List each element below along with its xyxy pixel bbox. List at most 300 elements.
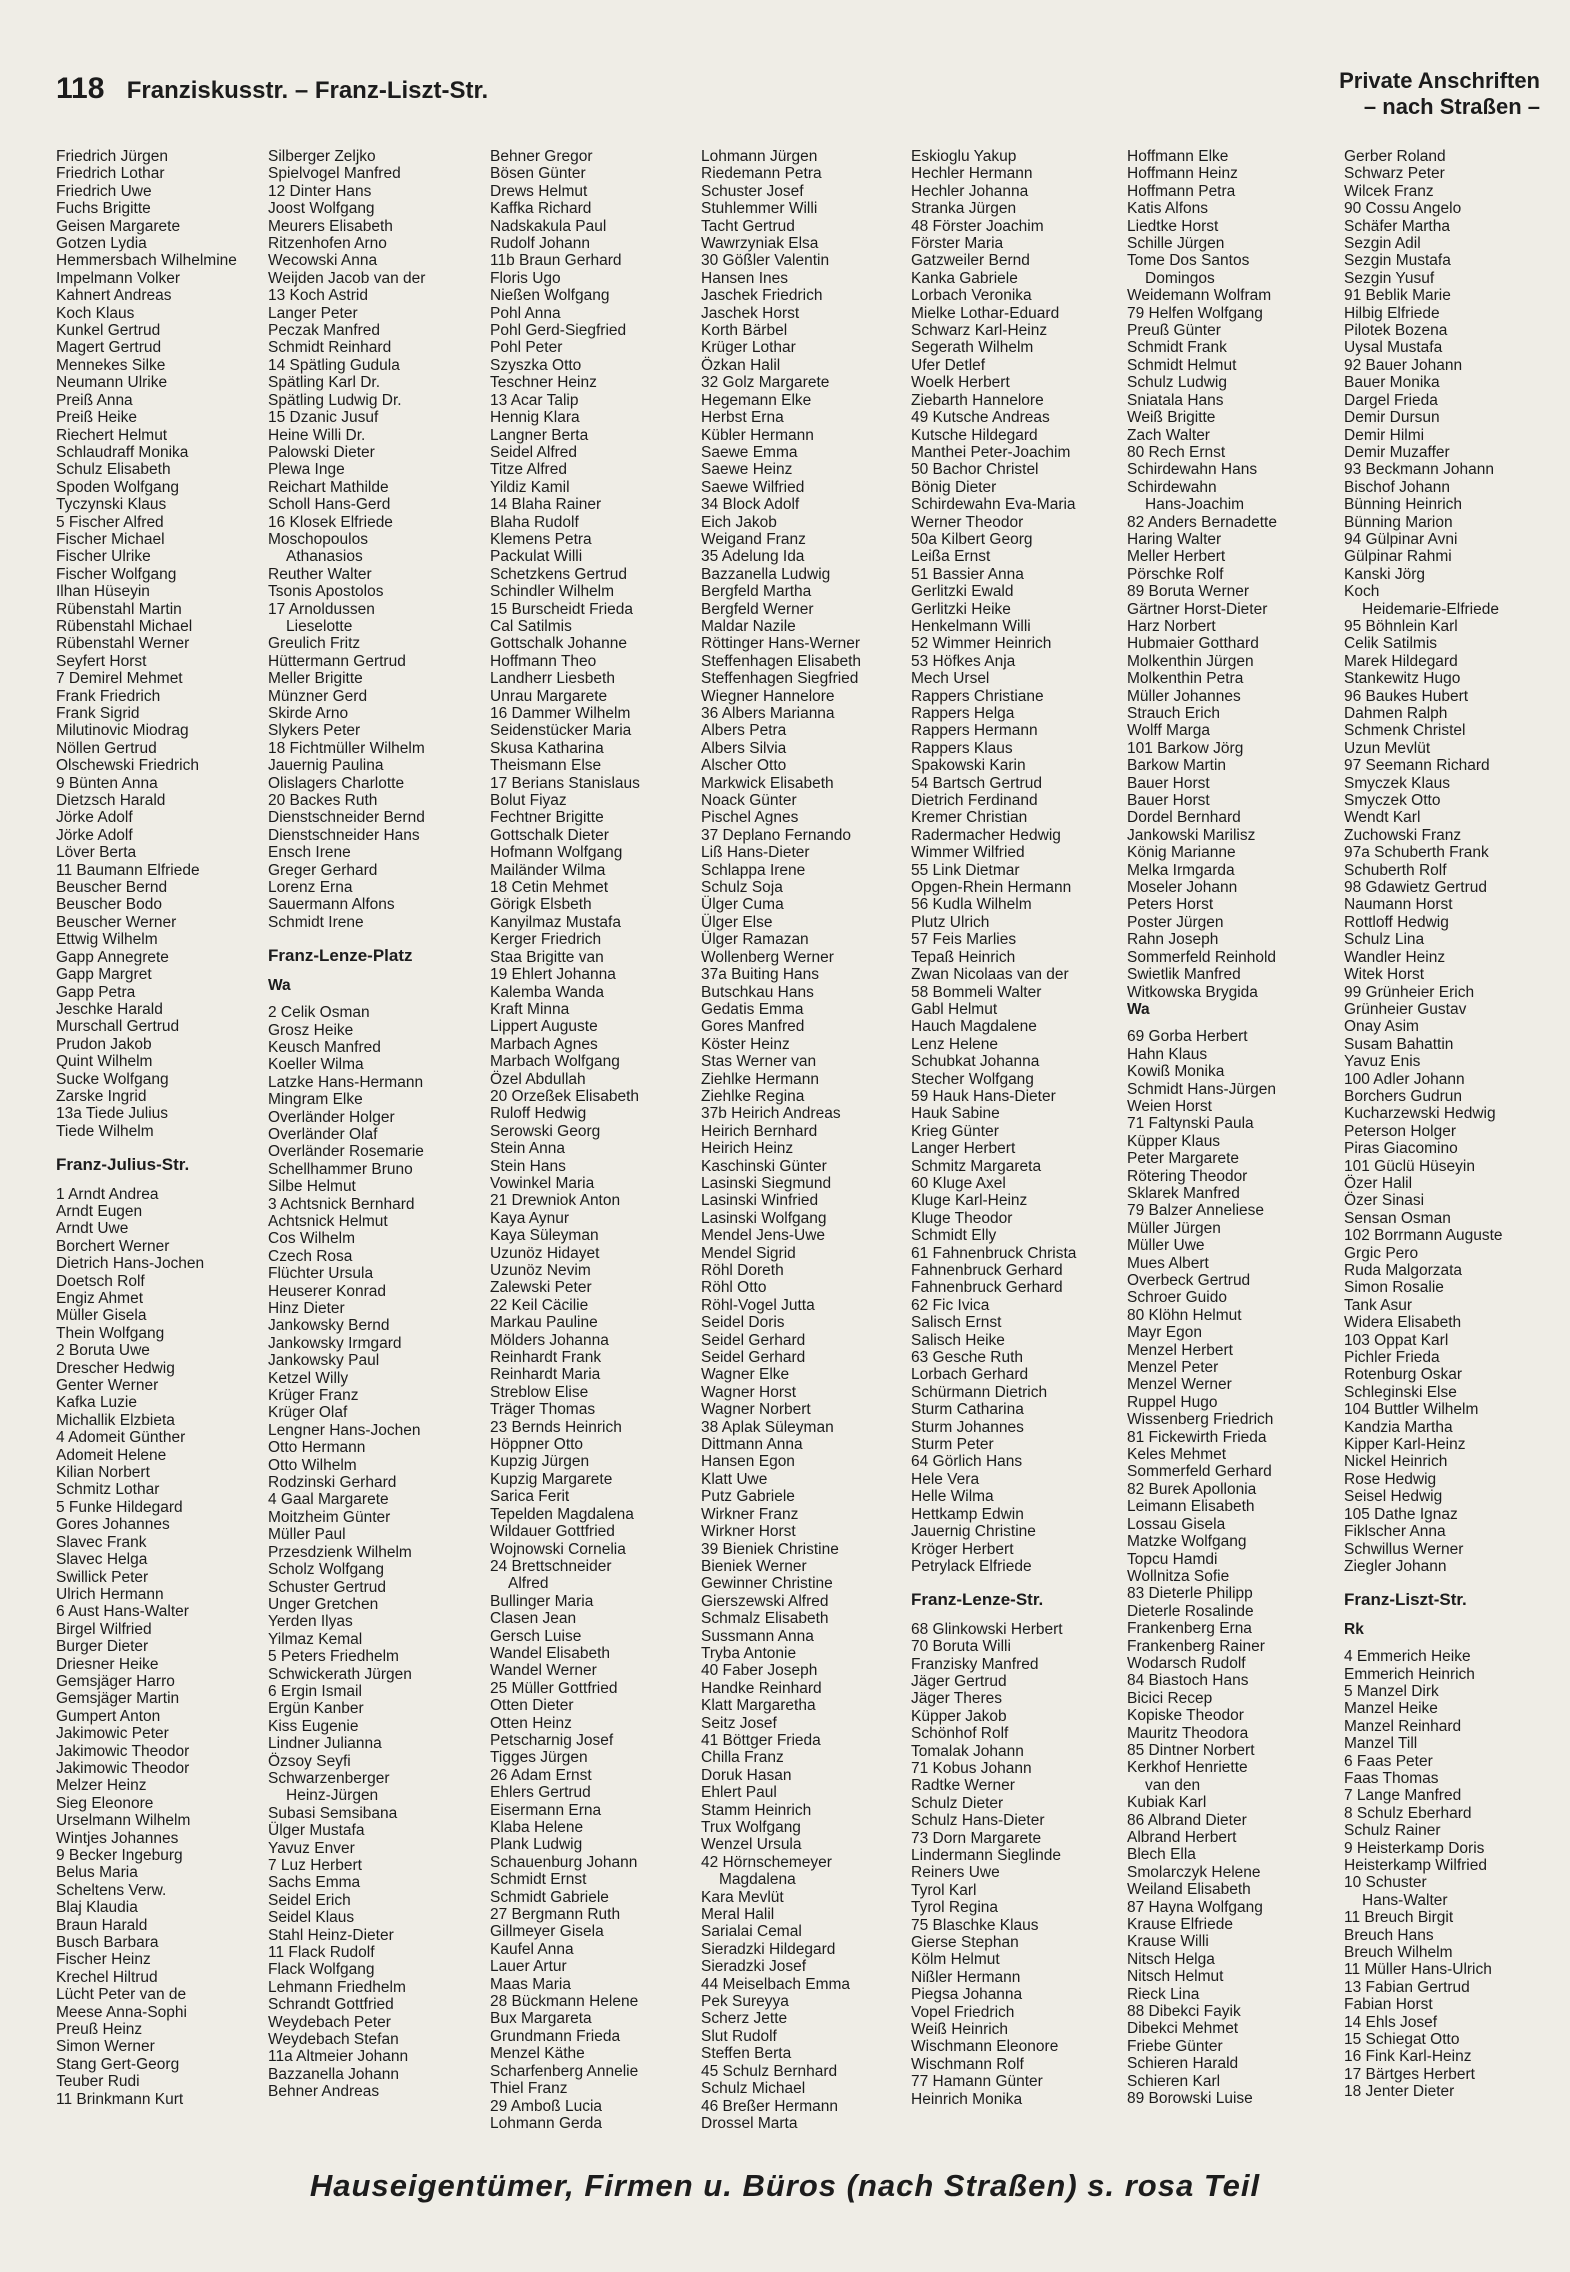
- resident-entry: 6 Faas Peter: [1344, 1752, 1433, 1770]
- resident-entry: 80 Klöhn Helmut: [1127, 1306, 1242, 1324]
- resident-entry: Beuscher Bernd: [56, 879, 168, 897]
- resident-entry: Overländer Holger: [268, 1108, 395, 1126]
- resident-entry: 30 Gößler Valentin: [701, 252, 830, 270]
- resident-entry: Ensch Irene: [268, 844, 351, 862]
- resident-entry: Hahn Klaus: [1127, 1045, 1208, 1063]
- resident-entry: Pilotek Bozena: [1344, 322, 1448, 340]
- resident-entry: Reinhardt Maria: [490, 1366, 601, 1384]
- resident-entry: 44 Meiselbach Emma: [701, 1975, 851, 1993]
- resident-entry: Molkenthin Jürgen: [1127, 652, 1254, 670]
- resident-entry: Maldar Nazile: [701, 617, 796, 635]
- resident-entry: Langer Peter: [268, 304, 358, 322]
- resident-entry: Peter Margarete: [1127, 1150, 1239, 1168]
- resident-entry: Dienstschneider Bernd: [268, 809, 425, 827]
- directory-column: [1344, 148, 1556, 2101]
- resident-entry: Moitzheim Günter: [268, 1508, 391, 1526]
- resident-entry: Schindler Wilhelm: [490, 583, 615, 601]
- resident-entry: Bergfeld Martha: [701, 583, 812, 601]
- resident-entry: 11 Flack Rudolf: [268, 1944, 375, 1962]
- resident-entry: Klatt Uwe: [701, 1470, 768, 1488]
- resident-entry: Wenzel Ursula: [701, 1836, 802, 1854]
- resident-entry: Langer Herbert: [911, 1140, 1016, 1158]
- resident-entry: Schieren Karl: [1127, 2072, 1221, 2090]
- resident-entry: Sklarek Manfred: [1127, 1184, 1240, 1202]
- resident-entry: Ilhan Hüseyin: [56, 583, 150, 601]
- resident-entry: Saewe Wilfried: [701, 478, 805, 496]
- resident-entry: Smyczek Klaus: [1344, 774, 1450, 792]
- resident-entry: Piras Giacomino: [1344, 1140, 1458, 1158]
- resident-entry: Greulich Fritz: [268, 635, 361, 653]
- resident-entry: Rübenstahl Michael: [56, 617, 193, 635]
- resident-entry: Wintjes Johannes: [56, 1829, 179, 1847]
- resident-entry: Reiners Uwe: [911, 1864, 1000, 1882]
- resident-entry: 10 Schuster: [1344, 1874, 1427, 1892]
- resident-entry: Segerath Wilhelm: [911, 339, 1034, 357]
- resident-entry: Dordel Bernhard: [1127, 809, 1241, 827]
- resident-entry: 5 Manzel Dirk: [1344, 1682, 1439, 1700]
- resident-entry: Küpper Klaus: [1127, 1132, 1221, 1150]
- resident-entry: Bazzanella Johann: [268, 2065, 399, 2083]
- resident-entry: Jakimowic Theodor: [56, 1742, 190, 1760]
- resident-entry: Nadskakula Paul: [490, 217, 607, 235]
- resident-entry: Schwarzenberger: [268, 1769, 390, 1787]
- resident-entry: 4 Adomeit Günther: [56, 1429, 186, 1447]
- resident-entry: Jankowsky Paul: [268, 1352, 380, 1370]
- resident-entry: 15 Dzanic Jusuf: [268, 409, 379, 427]
- section-title-line1: Private Anschriften: [1339, 68, 1540, 93]
- resident-entry: Olislagers Charlotte: [268, 774, 405, 792]
- resident-entry: Gierse Stephan: [911, 1934, 1019, 1952]
- resident-entry: Faas Thomas: [1344, 1769, 1439, 1787]
- resident-entry: Markwick Elisabeth: [701, 774, 834, 792]
- resident-entry: Hechler Hermann: [911, 165, 1033, 183]
- resident-entry: 5 Fischer Alfred: [56, 513, 164, 531]
- resident-entry: Genter Werner: [56, 1377, 159, 1395]
- resident-entry: 40 Faber Joseph: [701, 1662, 818, 1680]
- resident-entry: Palowski Dieter: [268, 443, 375, 461]
- resident-entry: Piegsa Johanna: [911, 1986, 1023, 2004]
- resident-entry: Koch: [1344, 583, 1380, 601]
- resident-entry: Tyczynski Klaus: [56, 496, 167, 514]
- resident-entry: 82 Anders Bernadette: [1127, 513, 1277, 531]
- resident-entry: Impelmann Volker: [56, 269, 181, 287]
- resident-entry: Gillmeyer Gisela: [490, 1923, 604, 1941]
- resident-entry: Mauritz Theodora: [1127, 1724, 1249, 1742]
- resident-entry: Bauer Horst: [1127, 774, 1210, 792]
- resident-entry: 11 Breuch Birgit: [1344, 1909, 1454, 1927]
- resident-entry: 101 Barkow Jörg: [1127, 739, 1244, 757]
- resident-entry: Ruppel Hugo: [1127, 1393, 1218, 1411]
- resident-entry: Drossel Marta: [701, 2114, 798, 2132]
- resident-entry: Wagner Horst: [701, 1383, 797, 1401]
- resident-entry: 14 Blaha Rainer: [490, 496, 602, 514]
- resident-entry: Moseler Johann: [1127, 879, 1238, 897]
- resident-entry: Beuscher Werner: [56, 913, 177, 931]
- resident-entry: Doetsch Rolf: [56, 1272, 145, 1290]
- resident-entry: 97 Seemann Richard: [1344, 757, 1490, 775]
- resident-entry: Serowski Georg: [490, 1122, 601, 1140]
- resident-entry: Vopel Friedrich: [911, 2003, 1015, 2021]
- resident-entry: Hoffmann Heinz: [1127, 165, 1238, 183]
- resident-entry: Putz Gabriele: [701, 1488, 795, 1506]
- resident-entry: Schuster Gertrud: [268, 1578, 387, 1596]
- resident-entry: Gotzen Lydia: [56, 235, 147, 253]
- resident-entry: Seidel Alfred: [490, 443, 578, 461]
- resident-entry: Dietzsch Harald: [56, 792, 166, 810]
- resident-entry: Magert Gertrud: [56, 339, 162, 357]
- resident-entry: Frank Sigrid: [56, 705, 140, 722]
- resident-entry: Weien Horst: [1127, 1097, 1212, 1115]
- resident-entry: Yilmaz Kemal: [268, 1630, 363, 1648]
- resident-entry: 83 Dieterle Philipp: [1127, 1585, 1253, 1603]
- resident-entry: Uzunöz Hidayet: [490, 1244, 600, 1262]
- resident-entry: Szyszka Otto: [490, 356, 582, 374]
- resident-entry: Breuch Hans: [1344, 1926, 1434, 1944]
- resident-entry: Unger Gretchen: [268, 1595, 379, 1613]
- street-heading: Franz-Julius-Str.: [56, 1155, 190, 1175]
- resident-entry: Braun Harald: [56, 1916, 148, 1934]
- resident-entry: 63 Gesche Ruth: [911, 1349, 1024, 1367]
- resident-entry: Blech Ella: [1127, 1846, 1196, 1864]
- resident-entry: Markau Pauline: [490, 1314, 598, 1332]
- resident-entry: Grundmann Frieda: [490, 2027, 621, 2045]
- resident-entry: Albers Silvia: [701, 739, 787, 757]
- resident-entry: 4 Gaal Margarete: [268, 1491, 389, 1509]
- resident-entry: Herbst Erna: [701, 409, 784, 427]
- resident-entry: Schauenburg Johann: [490, 1853, 638, 1871]
- resident-entry: Landherr Liesbeth: [490, 670, 615, 688]
- resident-entry: 14 Ehls Josef: [1344, 2013, 1438, 2031]
- resident-entry: Mölders Johanna: [490, 1331, 609, 1349]
- resident-entry: Kanka Gabriele: [911, 269, 1018, 287]
- resident-entry: Schmidt Hans-Jürgen: [1127, 1080, 1277, 1098]
- resident-entry: 95 Böhnlein Karl: [1344, 617, 1458, 635]
- resident-entry: Jauernig Paulina: [268, 757, 384, 775]
- resident-entry: Jakimowic Theodor: [56, 1759, 190, 1777]
- resident-entry: König Marianne: [1127, 844, 1236, 862]
- resident-entry: Heisterkamp Wilfried: [1344, 1857, 1487, 1874]
- resident-entry: Riechert Helmut: [56, 426, 168, 444]
- resident-entry: Hoffmann Elke: [1127, 148, 1229, 165]
- resident-entry: Seidel Gerhard: [701, 1349, 806, 1367]
- resident-entry: Wodarsch Rudolf: [1127, 1654, 1246, 1672]
- resident-entry: Hoffmann Petra: [1127, 182, 1236, 200]
- resident-entry: Rahn Joseph: [1127, 931, 1219, 949]
- resident-entry: Schetzkens Gertrud: [490, 565, 627, 583]
- resident-entry: Mendel Jens-Uwe: [701, 1227, 826, 1245]
- resident-entry: Sommerfeld Reinhold: [1127, 948, 1277, 966]
- resident-entry: Schulz Ludwig: [1127, 374, 1227, 392]
- resident-entry: Tacht Gertrud: [701, 217, 795, 235]
- directory-column: [56, 148, 268, 2108]
- resident-entry: 17 Berians Stanislaus: [490, 774, 640, 792]
- resident-entry: Langner Berta: [490, 426, 589, 444]
- resident-entry: Röttinger Hans-Werner: [701, 635, 861, 653]
- resident-entry: Henkelmann Willi: [911, 617, 1031, 635]
- resident-entry: Wilcek Franz: [1344, 182, 1434, 200]
- resident-entry: Klaba Helene: [490, 1819, 584, 1836]
- resident-entry: 32 Golz Margarete: [701, 374, 830, 392]
- entry-continuation: Hans-Joachim: [1145, 496, 1245, 514]
- resident-entry: 21 Drewniok Anton: [490, 1192, 621, 1210]
- resident-entry: Rieck Lina: [1127, 1985, 1200, 2003]
- resident-entry: Strauch Erich: [1127, 705, 1221, 722]
- resident-entry: Wirkner Horst: [701, 1523, 796, 1541]
- resident-entry: Schmidt Ernst: [490, 1871, 587, 1889]
- resident-entry: Maas Maria: [490, 1975, 571, 1993]
- resident-entry: Liß Hans-Dieter: [701, 844, 810, 862]
- resident-entry: Bünning Marion: [1344, 513, 1453, 531]
- resident-entry: Rappers Klaus: [911, 739, 1013, 757]
- resident-entry: Chilla Franz: [701, 1749, 784, 1767]
- resident-entry: Dahmen Ralph: [1344, 705, 1448, 722]
- resident-entry: Teuber Rudi: [56, 2073, 140, 2091]
- resident-entry: 8 Schulz Eberhard: [1344, 1804, 1472, 1822]
- resident-entry: Friebe Günter: [1127, 2037, 1223, 2055]
- resident-entry: Drews Helmut: [490, 182, 588, 200]
- resident-entry: 37a Buiting Hans: [701, 966, 820, 984]
- resident-entry: Reinhardt Frank: [490, 1349, 602, 1367]
- resident-entry: 25 Müller Gottfried: [490, 1679, 618, 1697]
- resident-entry: 56 Kudla Wilhelm: [911, 896, 1032, 914]
- resident-entry: 29 Amboß Lucia: [490, 2097, 603, 2115]
- resident-entry: 48 Förster Joachim: [911, 217, 1044, 235]
- resident-entry: Neumann Ulrike: [56, 374, 168, 392]
- resident-entry: Kalemba Wanda: [490, 983, 605, 1001]
- resident-entry: Fischer Heinz: [56, 1951, 151, 1969]
- resident-entry: Wandler Heinz: [1344, 948, 1446, 966]
- resident-entry: 55 Link Dietmar: [911, 861, 1020, 879]
- resident-entry: Mennekes Silke: [56, 356, 166, 374]
- resident-entry: Przesdzienk Wilhelm: [268, 1543, 412, 1561]
- resident-entry: 34 Block Adolf: [701, 496, 800, 514]
- resident-entry: 35 Adelung Ida: [701, 548, 805, 566]
- resident-entry: 71 Kobus Johann: [911, 1759, 1032, 1777]
- resident-entry: Weijden Jacob van der: [268, 269, 426, 287]
- directory-column: [911, 148, 1123, 2108]
- resident-entry: Kaya Süleyman: [490, 1227, 599, 1245]
- street-heading: Franz-Lenze-Str.: [911, 1590, 1044, 1610]
- resident-entry: Rappers Helga: [911, 705, 1015, 722]
- resident-entry: Kara Mevlüt: [701, 1888, 784, 1906]
- resident-entry: Swillick Peter: [56, 1568, 149, 1586]
- resident-entry: 24 Brettschneider: [490, 1557, 612, 1575]
- resident-entry: Tome Dos Santos: [1127, 252, 1250, 270]
- resident-entry: Gerber Roland: [1344, 148, 1446, 165]
- resident-entry: 77 Hamann Günter: [911, 2073, 1043, 2091]
- resident-entry: Krieg Günter: [911, 1122, 999, 1140]
- resident-entry: 37 Deplano Fernando: [701, 826, 851, 844]
- resident-entry: Uzunöz Nevim: [490, 1262, 591, 1279]
- resident-entry: Drescher Hedwig: [56, 1359, 175, 1377]
- resident-entry: Ziebarth Hannelore: [911, 391, 1044, 409]
- resident-entry: Tigges Jürgen: [490, 1749, 588, 1767]
- resident-entry: Kaya Aynur: [490, 1209, 569, 1227]
- resident-entry: Sturm Catharina: [911, 1401, 1024, 1419]
- resident-entry: Butschkau Hans: [701, 983, 814, 1001]
- resident-entry: Poster Jürgen: [1127, 913, 1224, 931]
- resident-entry: Kröger Herbert: [911, 1540, 1014, 1558]
- resident-entry: Wollnitza Sofie: [1127, 1567, 1230, 1585]
- resident-entry: Rübenstahl Werner: [56, 635, 190, 653]
- resident-entry: 79 Helfen Wolfgang: [1127, 304, 1263, 322]
- resident-entry: 28 Bückmann Helene: [490, 1993, 639, 2011]
- resident-entry: Scharfenberg Annelie: [490, 2062, 639, 2080]
- resident-entry: Topcu Hamdi: [1127, 1550, 1218, 1568]
- resident-entry: Mendel Sigrid: [701, 1244, 796, 1262]
- resident-entry: Molkenthin Petra: [1127, 670, 1244, 688]
- resident-entry: 38 Aplak Süleyman: [701, 1418, 834, 1436]
- resident-entry: Nißler Hermann: [911, 1968, 1021, 1986]
- resident-entry: Preiß Heike: [56, 409, 137, 427]
- resident-entry: Fabian Horst: [1344, 1996, 1433, 2014]
- resident-entry: Salisch Ernst: [911, 1314, 1002, 1332]
- resident-entry: 85 Dintner Norbert: [1127, 1741, 1255, 1759]
- resident-entry: Keusch Manfred: [268, 1038, 381, 1056]
- resident-entry: Kupzig Jürgen: [490, 1453, 590, 1471]
- resident-entry: Witek Horst: [1344, 966, 1425, 984]
- resident-entry: Schürmann Dietrich: [911, 1383, 1048, 1401]
- resident-entry: Nickel Heinrich: [1344, 1453, 1448, 1471]
- resident-entry: 93 Beckmann Johann: [1344, 461, 1494, 479]
- resident-entry: Krechel Hiltrud: [56, 1968, 158, 1986]
- resident-entry: Yildiz Kamil: [490, 478, 570, 496]
- resident-entry: Hilbig Elfriede: [1344, 304, 1440, 322]
- resident-entry: Melka Irmgarda: [1127, 861, 1235, 879]
- resident-entry: Bauer Horst: [1127, 792, 1210, 810]
- resident-entry: 94 Gülpinar Avni: [1344, 530, 1458, 548]
- resident-entry: Bösen Günter: [490, 165, 586, 183]
- resident-entry: Susam Bahattin: [1344, 1035, 1454, 1053]
- resident-entry: Wolff Marga: [1127, 722, 1210, 740]
- resident-entry: Leißa Ernst: [911, 548, 991, 566]
- resident-entry: Stankewitz Hugo: [1344, 670, 1461, 688]
- resident-entry: Krüger Franz: [268, 1387, 359, 1405]
- resident-entry: Michallik Elzbieta: [56, 1411, 175, 1429]
- resident-entry: Kandzia Martha: [1344, 1418, 1453, 1436]
- entry-continuation: Domingos: [1145, 269, 1215, 287]
- resident-entry: Plank Ludwig: [490, 1836, 583, 1854]
- resident-entry: Ulrich Hermann: [56, 1585, 164, 1603]
- resident-entry: Stang Gert-Georg: [56, 2055, 180, 2073]
- resident-entry: Wandel Werner: [490, 1662, 597, 1680]
- resident-entry: Geisen Margarete: [56, 217, 181, 235]
- resident-entry: 13 Acar Talip: [490, 391, 579, 409]
- resident-entry: Tyrol Regina: [911, 1899, 999, 1917]
- resident-entry: Jäger Gertrud: [911, 1672, 1007, 1690]
- resident-entry: Münzner Gerd: [268, 687, 368, 705]
- resident-entry: Förster Maria: [911, 235, 1004, 253]
- resident-entry: Spielvogel Manfred: [268, 165, 401, 183]
- resident-entry: Smolarczyk Helene: [1127, 1863, 1261, 1881]
- resident-entry: Ülger Else: [701, 913, 773, 931]
- resident-entry: Katis Alfons: [1127, 200, 1208, 218]
- resident-entry: 73 Dorn Margarete: [911, 1829, 1042, 1847]
- resident-entry: Kipper Karl-Heinz: [1344, 1436, 1466, 1454]
- resident-entry: Sieradzki Josef: [701, 1958, 807, 1976]
- resident-entry: Hofmann Wolfgang: [490, 844, 623, 862]
- resident-entry: Preuß Günter: [1127, 322, 1221, 340]
- resident-entry: Özer Sinasi: [1344, 1192, 1425, 1210]
- resident-entry: Wendt Karl: [1344, 809, 1421, 827]
- resident-entry: Grosz Heike: [268, 1021, 354, 1039]
- resident-entry: Wischmann Rolf: [911, 2055, 1024, 2073]
- resident-entry: Gapp Margret: [56, 966, 152, 984]
- resident-entry: Krüger Lothar: [701, 339, 796, 357]
- resident-entry: Schleginski Else: [1344, 1383, 1457, 1401]
- resident-entry: Bazzanella Ludwig: [701, 565, 831, 583]
- resident-entry: Packulat Willi: [490, 548, 583, 566]
- resident-entry: Tyrol Karl: [911, 1881, 977, 1899]
- resident-entry: Opgen-Rhein Hermann: [911, 879, 1072, 897]
- resident-entry: Saewe Heinz: [701, 461, 793, 479]
- resident-entry: Hettkamp Edwin: [911, 1505, 1024, 1523]
- resident-entry: Saewe Emma: [701, 443, 798, 461]
- resident-entry: Sachs Emma: [268, 1874, 361, 1892]
- street-range: Franziskusstr. – Franz-Liszt-Str.: [126, 77, 489, 104]
- resident-entry: Rotenburg Oskar: [1344, 1366, 1463, 1384]
- resident-entry: Schmenk Christel: [1344, 722, 1466, 740]
- resident-entry: Behner Gregor: [490, 148, 593, 165]
- resident-entry: 97a Schuberth Frank: [1344, 844, 1489, 862]
- resident-entry: Gärtner Horst-Dieter: [1127, 600, 1268, 618]
- resident-entry: Steffen Berta: [701, 2045, 792, 2063]
- resident-entry: 16 Klosek Elfriede: [268, 513, 393, 531]
- resident-entry: Fahnenbruck Gerhard: [911, 1262, 1063, 1279]
- resident-entry: Heirich Bernhard: [701, 1122, 818, 1140]
- entry-continuation: van den: [1145, 1776, 1201, 1794]
- resident-entry: Kölm Helmut: [911, 1951, 1000, 1969]
- resident-entry: Ziegler Johann: [1344, 1557, 1447, 1575]
- resident-entry: Tepaß Heinrich: [911, 948, 1016, 966]
- resident-entry: Schieren Harald: [1127, 2055, 1239, 2073]
- resident-entry: 75 Blaschke Klaus: [911, 1916, 1039, 1934]
- resident-entry: 105 Dathe Ignaz: [1344, 1505, 1458, 1523]
- resident-entry: Schmidt Reinhard: [268, 339, 392, 357]
- resident-entry: Trux Wolfgang: [701, 1819, 801, 1836]
- resident-entry: Dietrich Ferdinand: [911, 792, 1038, 810]
- resident-entry: Spakowski Karin: [911, 757, 1026, 775]
- resident-entry: Burger Dieter: [56, 1638, 149, 1656]
- resident-entry: Röhl Otto: [701, 1279, 767, 1297]
- district-code: Wa: [268, 976, 291, 994]
- resident-entry: Doruk Hasan: [701, 1766, 792, 1784]
- resident-entry: Flüchter Ursula: [268, 1265, 374, 1283]
- resident-entry: Marbach Agnes: [490, 1035, 598, 1053]
- resident-entry: Marek Hildegard: [1344, 652, 1458, 670]
- street-heading: Franz-Liszt-Str.: [1344, 1590, 1467, 1610]
- entry-continuation: Hans-Walter: [1362, 1891, 1448, 1909]
- resident-entry: Arndt Eugen: [56, 1202, 143, 1220]
- resident-entry: Schulz Dieter: [911, 1794, 1004, 1812]
- resident-entry: 58 Bommeli Walter: [911, 983, 1042, 1001]
- resident-entry: Seyfert Horst: [56, 652, 147, 670]
- resident-entry: Gores Johannes: [56, 1516, 170, 1534]
- resident-entry: Kaffka Richard: [490, 200, 592, 218]
- resident-entry: Wagner Norbert: [701, 1401, 811, 1419]
- resident-entry: Widera Elisabeth: [1344, 1314, 1462, 1332]
- resident-entry: Mingram Elke: [268, 1091, 363, 1109]
- resident-entry: Staa Brigitte van: [490, 948, 604, 966]
- resident-entry: Unrau Margarete: [490, 687, 608, 705]
- resident-entry: 2 Celik Osman: [268, 1004, 370, 1022]
- resident-entry: Sussmann Anna: [701, 1627, 814, 1645]
- resident-entry: Seidel Klaus: [268, 1909, 355, 1927]
- resident-entry: Hele Vera: [911, 1470, 980, 1488]
- resident-entry: Plutz Ulrich: [911, 913, 990, 931]
- resident-entry: Petscharnig Josef: [490, 1731, 614, 1749]
- resident-entry: Smyczek Otto: [1344, 792, 1441, 810]
